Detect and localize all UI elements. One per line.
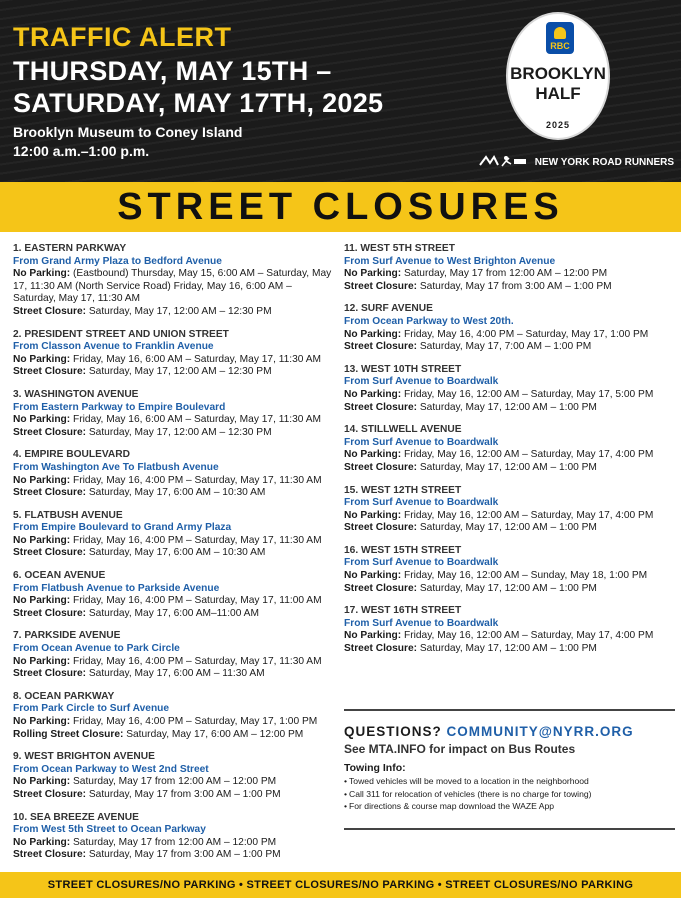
closure-title: 9. WEST BRIGHTON AVENUE — [13, 751, 155, 763]
closure-title: 16. WEST 15TH STREET — [344, 544, 462, 556]
logo-brooklyn-text: BROOKLYN — [510, 64, 606, 83]
no-parking-line-value: Friday, May 16, 4:00 PM – Saturday, May 17, 11:30 AM — [70, 655, 322, 667]
no-parking-line — [13, 354, 333, 367]
closure-title: 5. FLATBUSH AVENUE — [13, 509, 123, 521]
towing-item: • Towed vehicles will be moved to a location in the neighborhood — [344, 775, 592, 788]
closure-item — [344, 303, 674, 353]
no-parking-line — [344, 449, 674, 462]
street-closure-line — [344, 583, 674, 596]
closure-title: 3. WASHINGTON AVENUE — [13, 388, 139, 400]
street-closure-line-label: Street Closure: — [344, 401, 418, 413]
nyrr-name: NEW YORK ROAD RUNNERS — [534, 157, 675, 168]
no-parking-line-value: Friday, May 16, 4:00 PM – Saturday, May 17, 11:30 AM — [70, 534, 322, 546]
street-closure-line — [13, 366, 333, 379]
no-parking-line — [13, 268, 333, 306]
no-parking-line — [13, 656, 333, 669]
street-closure-line-label: Street Closure: — [13, 547, 87, 559]
street-closure-line-label: Street Closure: — [344, 461, 418, 473]
logo-half-text: HALF — [535, 84, 581, 103]
header — [0, 0, 681, 182]
closure-item — [13, 691, 333, 741]
questions-line — [344, 724, 634, 739]
no-parking-line-label: No Parking: — [344, 449, 402, 461]
closure-item — [344, 485, 674, 535]
rolling-street-closure-line — [13, 729, 333, 742]
closure-item — [344, 364, 674, 414]
street-closure-line-value: Saturday, May 17 from 3:00 AM – 1:00 PM — [417, 280, 612, 292]
closure-title: 2. PRESIDENT STREET AND UNION STREET — [13, 328, 229, 340]
closure-title: 15. WEST 12TH STREET — [344, 484, 462, 496]
no-parking-line-value: Friday, May 16, 4:00 PM – Saturday, May 17, 1:00 PM — [70, 716, 318, 727]
closure-range: From Flatbush Avenue to Parkside Avenue — [13, 582, 220, 594]
rbc-logo-icon: RBC — [546, 22, 574, 54]
closure-range: From Ocean Parkway to West 20th. — [344, 315, 514, 327]
date-line-1: THURSDAY, MAY 15TH – — [13, 56, 332, 86]
street-closure-line-value: Saturday, May 17, 12:00 AM – 1:00 PM — [417, 522, 597, 534]
closure-range: From Surf Avenue to Boardwalk — [344, 557, 499, 569]
mta-info-text: See MTA.INFO for impact on Bus Routes — [344, 742, 576, 756]
street-closure-line-label: Street Closure: — [13, 487, 87, 499]
no-parking-line — [13, 716, 333, 729]
street-closure-line-label: Street Closure: — [13, 607, 87, 619]
street-closure-line-value: Saturday, May 17, 7:00 AM – 1:00 PM — [417, 341, 592, 353]
street-closure-line-value: Saturday, May 17, 12:00 AM – 1:00 PM — [417, 401, 597, 413]
no-parking-line-label: No Parking: — [13, 716, 71, 727]
closure-range: From Ocean Parkway to West 2nd Street — [13, 763, 209, 775]
closure-range: From Empire Boulevard to Grand Army Plaza — [13, 522, 232, 534]
nyrr-logo — [478, 155, 674, 168]
no-parking-line-label: No Parking: — [344, 268, 402, 280]
street-closure-line-value: Saturday, May 17, 12:00 AM – 1:00 PM — [417, 643, 597, 655]
street-closure-line-value: Saturday, May 17, 6:00 AM – 10:30 AM — [86, 547, 266, 559]
street-closure-line — [344, 281, 674, 294]
closure-title: 14. STILLWELL AVENUE — [344, 424, 462, 436]
no-parking-line-value: Friday, May 16, 4:00 PM – Saturday, May 17, 1:00 PM — [401, 328, 649, 340]
closure-item — [13, 812, 333, 862]
no-parking-line-value: Friday, May 16, 4:00 PM – Saturday, May 17, 11:00 AM — [70, 595, 322, 607]
no-parking-line-value: Friday, May 16, 12:00 AM – Sunday, May 18, 1:00 PM — [401, 570, 648, 582]
rolling-street-closure-line-value: Saturday, May 17, 6:00 AM – 12:00 PM — [123, 728, 304, 740]
no-parking-line — [344, 570, 674, 583]
closures-right-column — [344, 243, 674, 666]
closure-title: 17. WEST 16TH STREET — [344, 605, 462, 617]
closure-title: 6. OCEAN AVENUE — [13, 570, 106, 582]
no-parking-line-value: Saturday, May 17 from 12:00 AM – 12:00 PM — [70, 776, 277, 788]
no-parking-line-label: No Parking: — [13, 595, 71, 607]
community-email-link[interactable]: COMMUNITY@NYRR.ORG — [446, 724, 634, 739]
street-closure-line-label: Street Closure: — [13, 849, 87, 861]
no-parking-line-label: No Parking: — [13, 534, 71, 546]
no-parking-line-label: No Parking: — [13, 776, 71, 788]
brooklyn-half-logo — [506, 12, 610, 140]
no-parking-line-label: No Parking: — [13, 474, 71, 486]
no-parking-line — [13, 535, 333, 548]
closure-item — [344, 545, 674, 595]
street-closure-line — [13, 306, 333, 319]
closure-range: From Ocean Avenue to Park Circle — [13, 643, 180, 655]
street-closure-line-label: Street Closure: — [13, 366, 87, 378]
no-parking-line-value: Friday, May 16, 6:00 AM – Saturday, May 17, 11:30 AM — [70, 353, 322, 365]
no-parking-line — [344, 329, 674, 342]
street-closure-line — [13, 668, 333, 681]
no-parking-line-value: (Eastbound) Thursday, May 15, 6:00 AM – Saturday, May 17, 11:30 AM (North Service Road) Friday, May 16, 6:00 AM – Saturday, May 17, 11:30 AM — [13, 268, 332, 305]
towing-item: • For directions & course map download the WAZE App — [344, 800, 592, 813]
route-text: Brooklyn Museum to Coney Island — [13, 124, 243, 140]
no-parking-line-label: No Parking: — [13, 268, 71, 280]
street-closure-line-label: Street Closure: — [13, 426, 87, 438]
no-parking-line-value: Friday, May 16, 4:00 PM – Saturday, May 17, 11:30 AM — [70, 474, 322, 486]
closure-item — [344, 605, 674, 655]
time-text: 12:00 a.m.–1:00 p.m. — [13, 143, 150, 159]
closure-item — [13, 751, 333, 801]
no-parking-line-value: Friday, May 16, 12:00 AM – Saturday, May 17, 4:00 PM — [401, 630, 654, 642]
closure-range: From Surf Avenue to Boardwalk — [344, 497, 499, 509]
closure-title: 7. PARKSIDE AVENUE — [13, 630, 121, 642]
no-parking-line-value: Friday, May 16, 6:00 AM – Saturday, May 17, 11:30 AM — [70, 414, 322, 426]
street-closure-line-value: Saturday, May 17, 12:00 AM – 12:30 PM — [86, 366, 272, 378]
closure-range: From Surf Avenue to West Brighton Avenue — [344, 255, 556, 267]
closure-item — [13, 389, 333, 439]
no-parking-line — [13, 776, 333, 789]
street-closure-line-label: Street Closure: — [344, 280, 418, 292]
no-parking-line-label: No Parking: — [13, 836, 71, 848]
towing-info-list — [344, 775, 592, 813]
street-closure-line — [13, 849, 333, 862]
closure-title: 8. OCEAN PARKWAY — [13, 690, 115, 702]
no-parking-line-label: No Parking: — [344, 388, 402, 400]
closure-title: 4. EMPIRE BOULEVARD — [13, 449, 130, 461]
no-parking-line-label: No Parking: — [344, 328, 402, 340]
closure-item — [13, 630, 333, 680]
no-parking-line-value: Saturday, May 17 from 12:00 AM – 12:00 PM — [401, 268, 608, 280]
closure-item — [13, 510, 333, 560]
towing-item: • Call 311 for relocation of vehicles (there is no charge for towing) — [344, 788, 592, 801]
closure-range: From Grand Army Plaza to Bedford Avenue — [13, 255, 222, 267]
no-parking-line-value: Friday, May 16, 12:00 AM – Saturday, May 17, 4:00 PM — [401, 449, 654, 461]
no-parking-line — [13, 475, 333, 488]
closure-title: 13. WEST 10TH STREET — [344, 363, 462, 375]
street-closure-line — [344, 402, 674, 415]
street-closure-line-label: Street Closure: — [344, 643, 418, 655]
nyrr-runner-icon — [478, 155, 528, 167]
street-closure-line-value: Saturday, May 17, 12:00 AM – 12:30 PM — [86, 426, 272, 438]
street-closure-line — [13, 427, 333, 440]
no-parking-line-label: No Parking: — [344, 509, 402, 521]
closure-item — [13, 570, 333, 620]
no-parking-line-value: Friday, May 16, 12:00 AM – Saturday, May 17, 4:00 PM — [401, 509, 654, 521]
no-parking-line — [344, 268, 674, 281]
no-parking-line — [13, 837, 333, 850]
street-closure-line-value: Saturday, May 17, 12:00 AM – 12:30 PM — [86, 305, 272, 317]
street-closure-line-label: Street Closure: — [344, 341, 418, 353]
closure-range: From Eastern Parkway to Empire Boulevard — [13, 401, 226, 413]
no-parking-line — [344, 630, 674, 643]
closure-title: 10. SEA BREEZE AVENUE — [13, 811, 139, 823]
closure-item — [13, 449, 333, 499]
no-parking-line-label: No Parking: — [344, 630, 402, 642]
no-parking-line — [344, 389, 674, 402]
street-closure-line-value: Saturday, May 17, 6:00 AM – 11:30 AM — [86, 668, 265, 680]
street-closure-line — [344, 341, 674, 354]
closure-title: 11. WEST 5TH STREET — [344, 243, 455, 254]
closure-item — [13, 329, 333, 379]
no-parking-line-label: No Parking: — [13, 655, 71, 667]
closure-range: From Park Circle to Surf Avenue — [13, 703, 170, 715]
closure-range: From Classon Avenue to Franklin Avenue — [13, 341, 214, 353]
no-parking-line — [344, 510, 674, 523]
closure-range: From Surf Avenue to Boardwalk — [344, 617, 499, 629]
closure-range: From West 5th Street to Ocean Parkway — [13, 824, 206, 836]
rolling-street-closure-line-label: Rolling Street Closure: — [13, 728, 124, 740]
street-closure-line-value: Saturday, May 17, 6:00 AM–11:00 AM — [86, 607, 259, 619]
street-closure-line-label: Street Closure: — [344, 582, 418, 594]
street-closure-line — [344, 462, 674, 475]
closure-title: 1. EASTERN PARKWAY — [13, 243, 127, 254]
no-parking-line-value: Saturday, May 17 from 12:00 AM – 12:00 PM — [70, 836, 277, 848]
street-closure-line-label: Street Closure: — [344, 522, 418, 534]
street-closure-line — [13, 789, 333, 802]
street-closure-line-value: Saturday, May 17, 6:00 AM – 10:30 AM — [86, 487, 266, 499]
street-closure-line-value: Saturday, May 17, 12:00 AM – 1:00 PM — [417, 582, 597, 594]
street-closures-banner: STREET CLOSURES — [0, 182, 681, 232]
closure-range: From Surf Avenue to Boardwalk — [344, 376, 499, 388]
closure-range: From Surf Avenue to Boardwalk — [344, 436, 499, 448]
street-closure-line — [344, 522, 674, 535]
closure-item — [344, 424, 674, 474]
divider — [344, 828, 675, 830]
closure-range: From Washington Ave To Flatbush Avenue — [13, 461, 219, 473]
street-closure-line-label: Street Closure: — [13, 788, 87, 800]
street-closure-line-value: Saturday, May 17 from 3:00 AM – 1:00 PM — [86, 788, 281, 800]
street-closure-line-label: Street Closure: — [13, 305, 87, 317]
street-closure-line-value: Saturday, May 17 from 3:00 AM – 1:00 PM — [86, 849, 281, 861]
closures-left-column — [13, 243, 333, 872]
street-closure-line — [13, 547, 333, 560]
closure-item — [13, 243, 333, 319]
date-line-2: SATURDAY, MAY 17TH, 2025 — [13, 88, 384, 118]
alert-title: TRAFFIC ALERT — [13, 22, 232, 52]
street-closure-line — [344, 643, 674, 656]
street-closure-line-value: Saturday, May 17, 12:00 AM – 1:00 PM — [417, 461, 597, 473]
no-parking-line — [13, 595, 333, 608]
closure-title: 12. SURF AVENUE — [344, 303, 433, 315]
closure-item — [344, 243, 674, 293]
no-parking-line-label: No Parking: — [344, 570, 402, 582]
divider — [344, 709, 675, 711]
footer-banner: STREET CLOSURES/NO PARKING • STREET CLOSURES/NO PARKING • STREET CLOSURES/NO PARKING — [0, 872, 681, 898]
questions-label: QUESTIONS? — [344, 724, 447, 739]
no-parking-line-label: No Parking: — [13, 353, 71, 365]
no-parking-line — [13, 414, 333, 427]
street-closure-line — [13, 608, 333, 621]
no-parking-line-value: Friday, May 16, 12:00 AM – Saturday, May 17, 5:00 PM — [401, 388, 654, 400]
street-closure-line-label: Street Closure: — [13, 668, 87, 680]
logo-year-text: 2025 — [545, 120, 571, 130]
no-parking-line-label: No Parking: — [13, 414, 71, 426]
street-closure-line — [13, 487, 333, 500]
towing-info-title: Towing Info: — [344, 762, 406, 774]
